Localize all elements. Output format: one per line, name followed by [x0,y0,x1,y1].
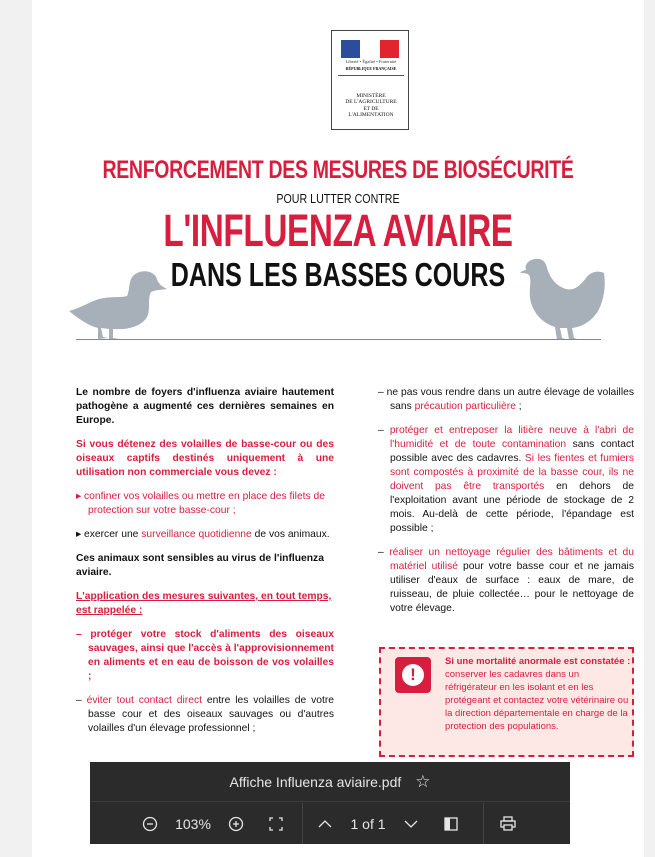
logo-republic: RÉPUBLIQUE FRANÇAISE [345,66,397,71]
file-name: Affiche Influenza aviaire.pdf [229,773,402,790]
sidebar-icon[interactable] [433,817,469,831]
flag-icon [341,40,399,58]
bullet-confine: ▸ confiner vos volailles ou mettre en place des filets de protection sur votre basse-cour ; [76,491,325,516]
warning-text: Si une mortalité anormale est constatée : conserver les cadavres dans un réfrigérateur en les isolant et en les protégeant et contactez votre vétérinaire ou la direction départementale en charge de la protection des populations. [445,656,631,732]
viewer-title-bar [90,762,570,802]
star-icon[interactable]: ☆ [415,771,431,791]
title-line-1: RENFORCEMENT DES MESURES DE BIOSÉCURITÉ [102,156,574,184]
measures-heading: L'application des mesures suivantes, en tout temps, est rappelée : [76,591,332,616]
logo-motto: Liberté • Égalité • Fraternité [345,59,397,64]
viewer-controls [90,803,570,844]
duck-icon [67,266,167,342]
title-line-3: L'INFLUENZA AVIAIRE [163,205,513,256]
sensitivity-paragraph: Ces animaux sont sensibles au virus de l'influenza aviaire. [76,553,324,578]
chevron-up-icon[interactable] [303,819,347,829]
title-divider [76,339,601,340]
logo-divider [338,75,404,76]
right-column [378,386,634,626]
obligation-heading: Si vous détenez des volailles de basse-cour ou des oiseaux captifs destinés uniquement à une utilisation non commerciale vous devez : [76,439,334,478]
ministry-logo [331,30,409,130]
dash-litter: – protéger et entreposer la litière neuve à l'abri de l'humidité et de toute contamination sans contact possible avec des cadavres. Si les fientes et fumiers sont compostés à proximité de la basse cour, ils ne doivent pas être transportés en dehors de l'exploitation avant une période de stockage de 2 mois. Au-delà de cette période, l'épandage est possible ; [378,425,634,534]
dash-feed-protection: – protéger votre stock d'aliments des oiseaux sauvages, ainsi que l'accès à l'approvisionnement en aliments et en eau de boisson de vos volailles ; [76,629,334,682]
pdf-viewer-toolbar [90,762,570,844]
warning-icon: ! [395,657,431,693]
page-indicator: 1 of 1 [350,815,386,832]
logo-ministry: MINISTÈRE DE L'AGRICULTURE ET DE L'ALIMENTATION [345,93,397,118]
bullet-surveillance: ▸ exercer une surveillance quotidienne de vos animaux. [76,529,330,540]
zoom-in-icon[interactable] [216,816,256,832]
chevron-down-icon[interactable] [389,819,433,829]
zoom-level: 103% [175,815,211,832]
hen-icon [520,256,606,342]
dash-no-visit: – ne pas vous rendre dans un autre élevage de volailles sans précaution particulière ; [378,387,634,412]
zoom-out-icon[interactable] [130,816,170,832]
left-column [76,386,334,746]
print-icon[interactable] [484,816,532,831]
intro-paragraph: Le nombre de foyers d'influenza aviaire hautement pathogène a augmenté ces dernières semaines en Europe. [76,387,334,426]
mortality-warning-box [379,647,634,757]
pdf-page [32,0,644,857]
fit-page-icon[interactable] [256,817,296,831]
title-line-2: POUR LUTTER CONTRE [276,191,400,206]
title-line-4: DANS LES BASSES COURS [170,256,506,293]
dash-cleaning: – réaliser un nettoyage régulier des bâtiments et du matériel utilisé pour votre basse cour et ne jamais utiliser d'eaux de surface : eaux de mare, de ruisseau, de pluie collectée… pour le nettoyage de votre élevage. [378,547,634,614]
dash-avoid-contact: – éviter tout contact direct entre les volailles de votre basse cour et des oiseaux sauvages ou d'autres volailles d'un élevage professionnel ; [76,695,334,734]
